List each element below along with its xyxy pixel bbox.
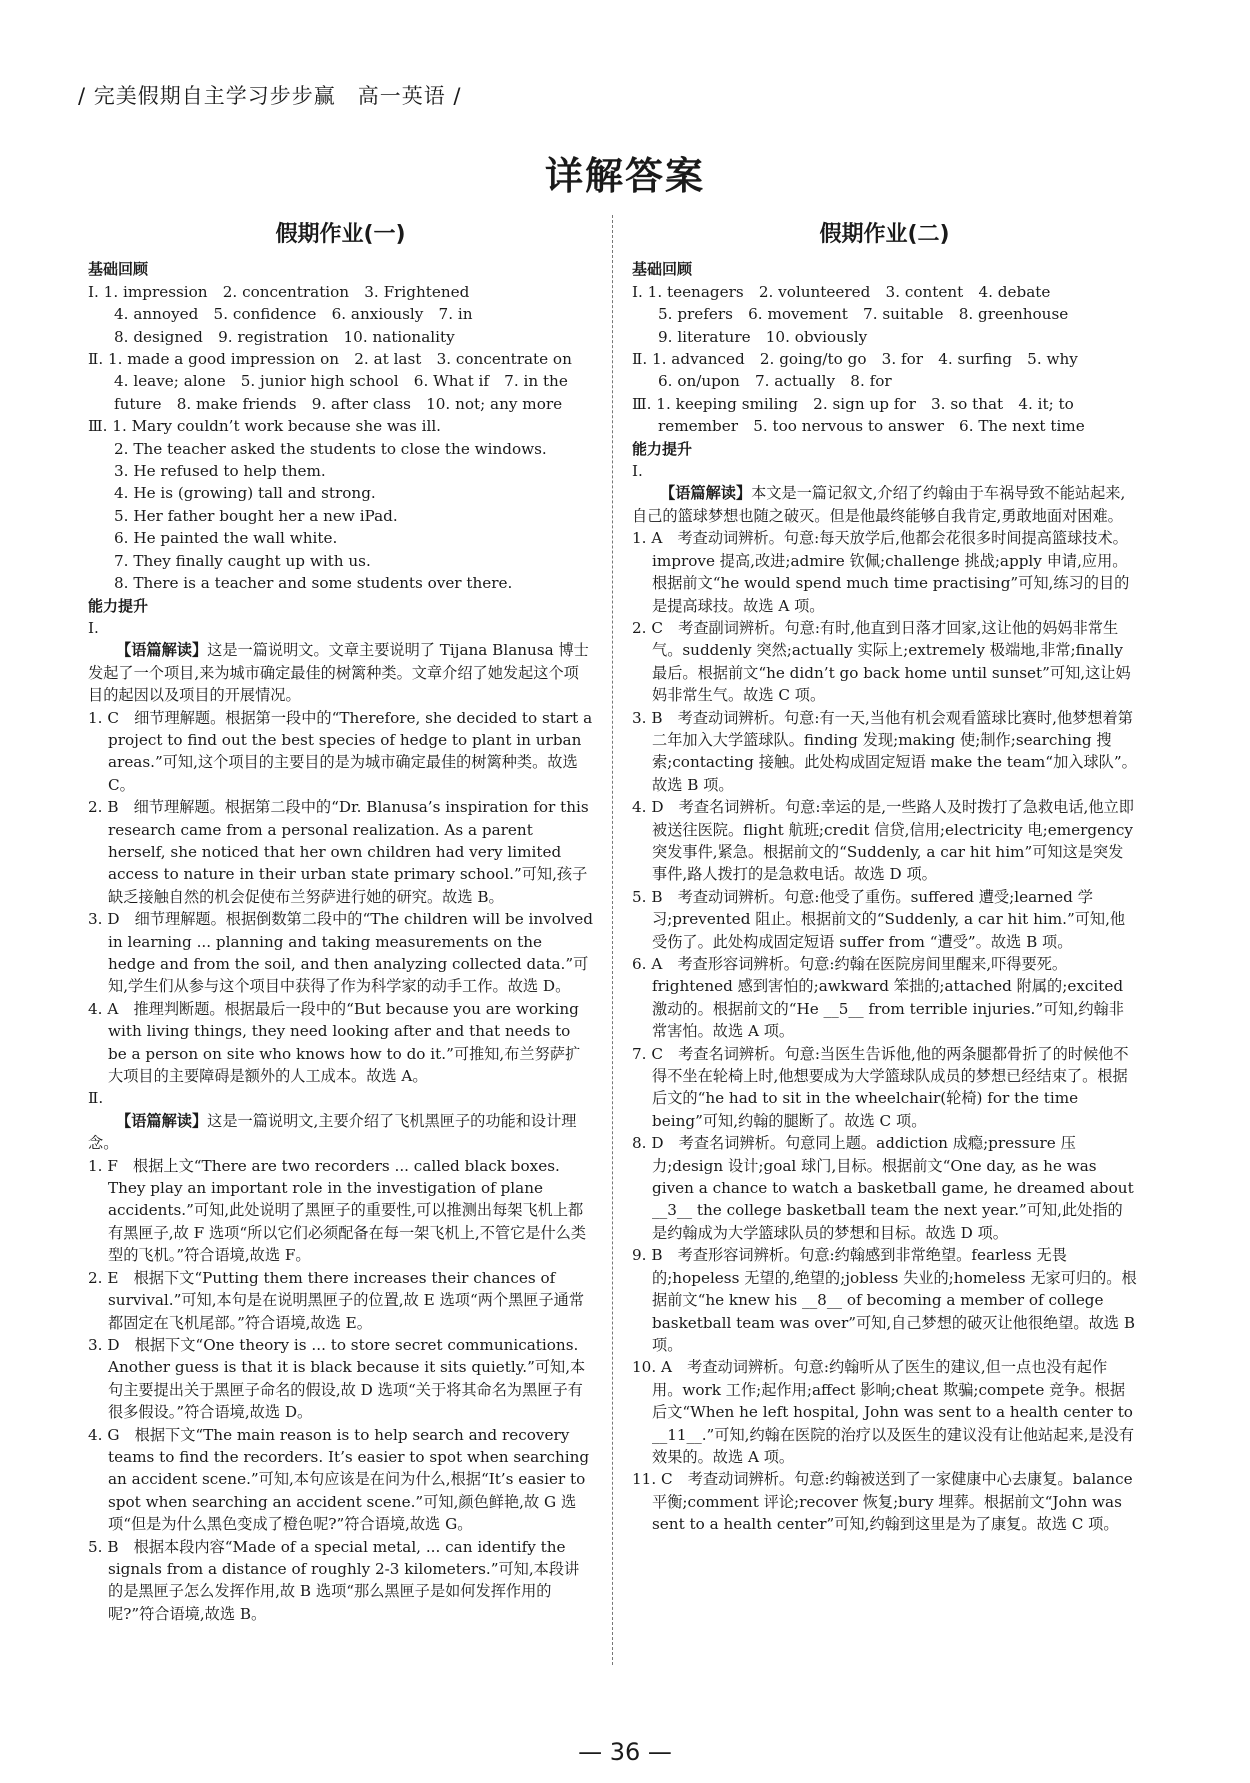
basic-review-label: 基础回顾 bbox=[632, 260, 693, 279]
answer-line: 2. The teacher asked the students to close the windows. bbox=[114, 439, 547, 458]
answer-explanation: 1. C 细节理解题。根据第一段中的“Therefore, she decided to start a project to find out the best species of hedge to plant in urban areas.”可知,这个项目的主要目的是为城市确定最佳的树篱种类。故选 C。 bbox=[88, 708, 593, 794]
answer-explanation: 11. C 考查动词辨析。句意:约翰被送到了一家健康中心去康复。balance 平衡;comment 评论;recover 恢复;bury 埋葬。根据前文“John was sent to a health center”可知,约翰到这里是为了康复。故选 C 项。 bbox=[632, 1470, 1133, 1534]
reading-summary-label: 【语篇解读】 bbox=[116, 1111, 208, 1130]
reading-summary-label: 【语篇解读】 bbox=[116, 641, 208, 660]
homework-2-heading: 假期作业(二) bbox=[819, 222, 950, 247]
answer-explanation: 9. B 考查形容词辨析。句意:约翰感到非常绝望。fearless 无畏的;hopeless 无望的,绝望的;jobless 失业的;homeless 无家可归的。根据前文“he knew his __8__ of becoming a member of college basketball team was over”可知,自己梦想的破灭让他很绝望。故选 B 项。 bbox=[632, 1246, 1137, 1354]
reading-summary bbox=[88, 639, 593, 706]
answer-explanation: 2. E 根据下文“Putting them there increases their chances of survival.”可知,本句是在说明黑匣子的位置,故 E 选项“两个黑匣子通常都固定在飞机尾部。”符合语境,故选 E。 bbox=[88, 1268, 585, 1332]
answer-explanation: 8. D 考查名词辨析。句意同上题。addiction 成瘾;pressure 压力;design 设计;goal 球门,目标。根据前文“One day, as he was given a chance to watch a basketball game, he dreamed about __3__ the college basketball team the next year.”可知,此处指的是约翰成为大学篮球队员的梦想和目标。故选 D 项。 bbox=[632, 1134, 1134, 1242]
header-banner: / 完美假期自主学习步步赢 高一英语 / bbox=[78, 84, 462, 108]
reading-summary bbox=[88, 1110, 593, 1155]
answer-explanation: 1. A 考查动词辨析。句意:每天放学后,他都会花很多时间提高篮球技术。improve 提高,改进;admire 钦佩;challenge 挑战;apply 申请,应用。根据前文“he would spend much time practising”可知,练习的目的是提高球技。故选 A 项。 bbox=[632, 529, 1130, 615]
answer-line: Ⅱ. 1. advanced 2. going/to go 3. for 4. surfing 5. why bbox=[632, 350, 1078, 369]
answer-line: Ⅰ. 1. teenagers 2. volunteered 3. content 4. debate bbox=[632, 282, 1051, 301]
ability-label: 能力提升 bbox=[88, 596, 149, 615]
answer-line: 9. literature 10. obviously bbox=[658, 327, 868, 346]
answer-line: 5. Her father bought her a new iPad. bbox=[114, 506, 398, 525]
answer-line: Ⅲ. 1. Mary couldn’t work because she was ill. bbox=[88, 417, 442, 436]
right-column bbox=[632, 222, 1137, 1536]
passage-label: Ⅰ. bbox=[632, 462, 643, 481]
answer-line: 8. designed 9. registration 10. nationality bbox=[114, 327, 455, 346]
answer-line: Ⅱ. 1. made a good impression on 2. at last 3. concentrate on bbox=[88, 350, 572, 369]
answer-line: 6. on/upon 7. actually 8. for bbox=[658, 372, 892, 391]
left-column bbox=[88, 222, 593, 1625]
reading-summary-text: 本文是一篇记叙文,介绍了约翰由于车祸导致不能站起来,自己的篮球梦想也随之破灭。但是他最终能够自我肯定,勇敢地面对困难。 bbox=[632, 484, 1126, 525]
answer-explanation: 7. C 考查名词辨析。句意:当医生告诉他,他的两条腿都骨折了的时候他不得不坐在轮椅上时,他想要成为大学篮球队成员的梦想已经结束了。根据后文的“he had to sit in the wheelchair(轮椅) for the time being”可知,约翰的腿断了。故选 C 项。 bbox=[632, 1044, 1129, 1130]
answer-line: Ⅰ. 1. impression 2. concentration 3. Frightened bbox=[88, 282, 470, 301]
answer-explanation: 3. B 考查动词辨析。句意:有一天,当他有机会观看篮球比赛时,他梦想着第二年加入大学篮球队。finding 发现;making 使;制作;searching 搜索;contacting 接触。此处构成固定短语 make the team“加入球队”。故选 B 项。 bbox=[632, 708, 1137, 794]
passage-label: Ⅰ. bbox=[88, 618, 99, 637]
page-title: 详解答案 bbox=[544, 154, 705, 198]
answer-explanation: 1. F 根据上文“There are two recorders ... called black boxes. They play an important role in the investigation of plane accidents.”可知,此处说明了黑匣子的重要性,可以推测出每架飞机上都有黑匣子,故 F 选项“所以它们必须配备在每一架飞机上,不管它是什么类型的飞机。”符合语境,故选 F。 bbox=[88, 1156, 587, 1265]
answer-line: 4. leave; alone 5. junior high school 6. What if 7. in the bbox=[114, 372, 568, 391]
answer-explanation: 3. D 根据下文“One theory is ... to store secret communications. Another guess is that it is black because it sits quietly.”可知,本句主要提出关于黑匣子命名的假设,故 D 选项“关于将其命名为黑匣子有很多假设。”符合语境,故选 D。 bbox=[88, 1335, 586, 1422]
answer-line: 4. He is (growing) tall and strong. bbox=[114, 484, 376, 503]
answer-explanation: 5. B 根据本段内容“Made of a special metal, ... can identify the signals from a distance of roughly 2-3 kilometers.”可知,本段讲的是黑匣子怎么发挥作用,故 B 选项“那么黑匣子是如何发挥作用的呢?”符合语境,故选 B。 bbox=[88, 1537, 580, 1623]
answer-explanation: 3. D 细节理解题。根据倒数第二段中的“The children will be involved in learning ... planning and taking measurements on the hedge and from the soil, and then analyzing collected data.”可知,学生们从参与这个项目中获得了作为科学家的动手工作。故选 D。 bbox=[88, 910, 594, 996]
answer-line: 4. annoyed 5. confidence 6. anxiously 7. in bbox=[114, 305, 473, 324]
basic-review-label: 基础回顾 bbox=[88, 260, 149, 279]
answer-explanation: 4. D 考查名词辨析。句意:幸运的是,一些路人及时拨打了急救电话,他立即被送往医院。flight 航班;credit 信贷,信用;electricity 电;emergency 突发事件,紧急。根据前文的“Suddenly, a car hit him”可知这是突发事件,路人拨打的是急救电话。故选 D 项。 bbox=[632, 798, 1134, 884]
answer-line: 8. There is a teacher and some students over there. bbox=[114, 574, 513, 593]
reading-summary-label: 【语篇解读】 bbox=[660, 484, 752, 503]
reading-summary-text: 这是一篇说明文。文章主要说明了 Tijana Blanusa 博士发起了一个项目,来为城市确定最佳的树篱种类。文章介绍了她发起这个项目的起因以及项目的开展情况。 bbox=[88, 641, 589, 705]
reading-summary-text: 这是一篇说明文,主要介绍了飞机黑匣子的功能和设计理念。 bbox=[88, 1111, 577, 1153]
answer-line: 5. prefers 6. movement 7. suitable 8. greenhouse bbox=[658, 305, 1069, 324]
answer-explanation: 4. A 推理判断题。根据最后一段中的“But because you are working with living things, they need looking after and that needs to be a person on site who knows how to do it.”可推知,布兰努萨扩大项目的主要障碍是额外的人工成本。故选 A。 bbox=[88, 999, 581, 1086]
answer-line: Ⅲ. 1. keeping smiling 2. sign up for 3. so that 4. it; to bbox=[632, 394, 1074, 413]
answer-line: 3. He refused to help them. bbox=[114, 462, 326, 481]
answer-explanation: 5. B 考查动词辨析。句意:他受了重伤。suffered 遭受;learned 学习;prevented 阻止。根据前文的“Suddenly, a car hit him.”可知,他受伤了。此处构成固定短语 suffer from “遭受”。故选 B 项。 bbox=[632, 887, 1126, 951]
passage-label: Ⅱ. bbox=[88, 1089, 104, 1108]
reading-summary bbox=[632, 482, 1137, 527]
answer-explanation: 2. C 考查副词辨析。句意:有时,他直到日落才回家,这让他的妈妈非常生气。suddenly 突然;actually 实际上;extremely 极端地,非常;finally 最后。根据前文“he didn’t go back home until sunset”可知,这让妈妈非常生气。故选 C 项。 bbox=[632, 618, 1131, 705]
answer-line: 6. He painted the wall white. bbox=[114, 529, 338, 548]
answer-line: remember 5. too nervous to answer 6. The next time bbox=[658, 417, 1085, 436]
answer-explanation: 4. G 根据下文“The main reason is to help search and recovery teams to find the recorders. It’s easier to spot when searching an accident scene.”可知,本句应该是在问为什么,根据“It’s easier to spot when searching an accident scene.”可知,颜色鲜艳,故 G 选项“但是为什么黑色变成了橙色呢?”符合语境,故选 G。 bbox=[88, 1425, 590, 1534]
answer-line: 7. They finally caught up with us. bbox=[114, 551, 371, 570]
column-divider bbox=[612, 215, 613, 1665]
answer-line: future 8. make friends 9. after class 10. not; any more bbox=[114, 394, 563, 413]
answer-explanation: 10. A 考查动词辨析。句意:约翰听从了医生的建议,但一点也没有起作用。work 工作;起作用;affect 影响;cheat 欺骗;compete 竞争。根据后文“When he left hospital, John was sent to a health center to __11__.”可知,约翰在医院的治疗以及医生的建议没有让他站起来,是没有效果的。故选 A 项。 bbox=[632, 1358, 1135, 1466]
answer-explanation: 6. A 考查形容词辨析。句意:约翰在医院房间里醒来,吓得要死。frightened 感到害怕的;awkward 笨拙的;attached 附属的;excited 激动的。根据前文的“He __5__ from terrible injuries.”可知,约翰非常害怕。故选 A 项。 bbox=[632, 955, 1124, 1041]
answer-explanation: 2. B 细节理解题。根据第二段中的“Dr. Blanusa’s inspiration for this research came from a personal realization. As a parent herself, she noticed that her own children had very limited access to nature in their urban state primary school.”可知,孩子缺乏接触自然的机会促使布兰努萨进行她的研究。故选 B。 bbox=[88, 798, 589, 906]
ability-label: 能力提升 bbox=[632, 439, 693, 458]
homework-1-heading: 假期作业(一) bbox=[275, 222, 406, 247]
page-number: — 36 — bbox=[578, 1738, 672, 1766]
